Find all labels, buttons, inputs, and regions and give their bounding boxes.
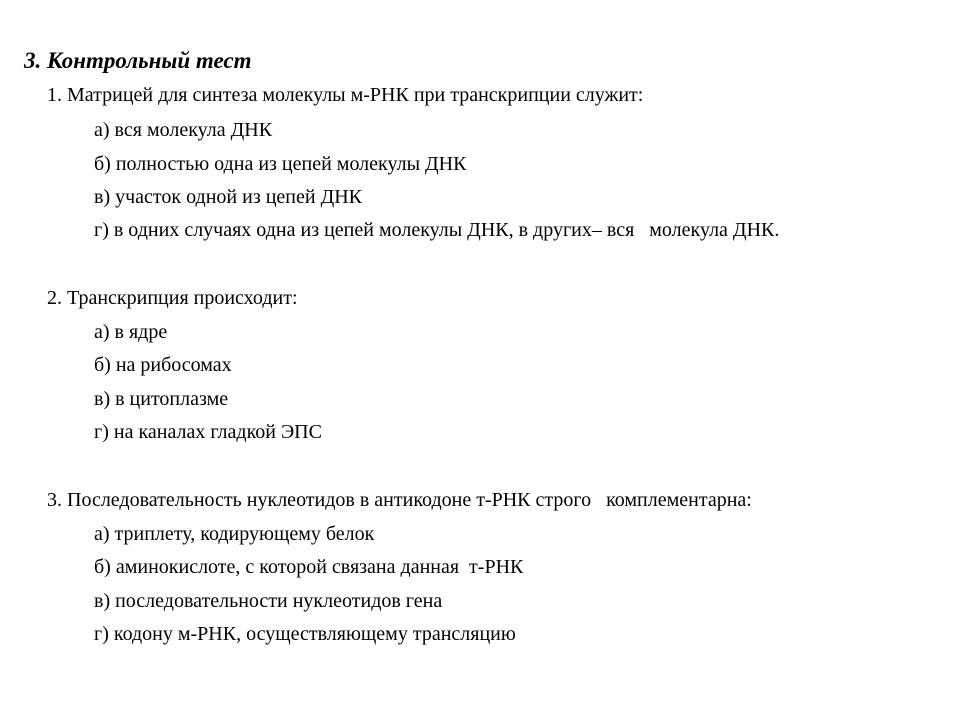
answer-2a: а) в ядре xyxy=(94,321,168,343)
answer-3b: б) аминокислоте, с которой связана данная т-РНК xyxy=(94,556,524,578)
answer-3d: г) кодону м-РНК, осуществляющему трансляцию xyxy=(94,623,516,645)
question-3: 3. Последовательность нуклеотидов в антикодоне т-РНК строго комплементарна: xyxy=(47,489,752,511)
slide-title: 3. Контрольный тест xyxy=(24,48,252,73)
answer-3a: а) триплету, кодирующему белок xyxy=(94,523,375,545)
answer-3c: в) последовательности нуклеотидов гена xyxy=(94,590,443,612)
answer-2d: г) на каналах гладкой ЭПС xyxy=(94,421,322,443)
question-1: 1. Матрицей для синтеза молекулы м-РНК при транскрипции служит: xyxy=(47,84,644,106)
answer-1c: в) участок одной из цепей ДНК xyxy=(94,186,363,208)
answer-1b: б) полностью одна из цепей молекулы ДНК xyxy=(94,153,467,175)
answer-1d: г) в одних случаях одна из цепей молекулы ДНК, в других– вся молекула ДНК. xyxy=(94,219,780,241)
answer-2b: б) на рибосомах xyxy=(94,354,232,376)
answer-2c: в) в цитоплазме xyxy=(94,388,229,410)
answer-1a: а) вся молекула ДНК xyxy=(94,119,273,141)
question-2: 2. Транскрипция происходит: xyxy=(47,287,298,309)
